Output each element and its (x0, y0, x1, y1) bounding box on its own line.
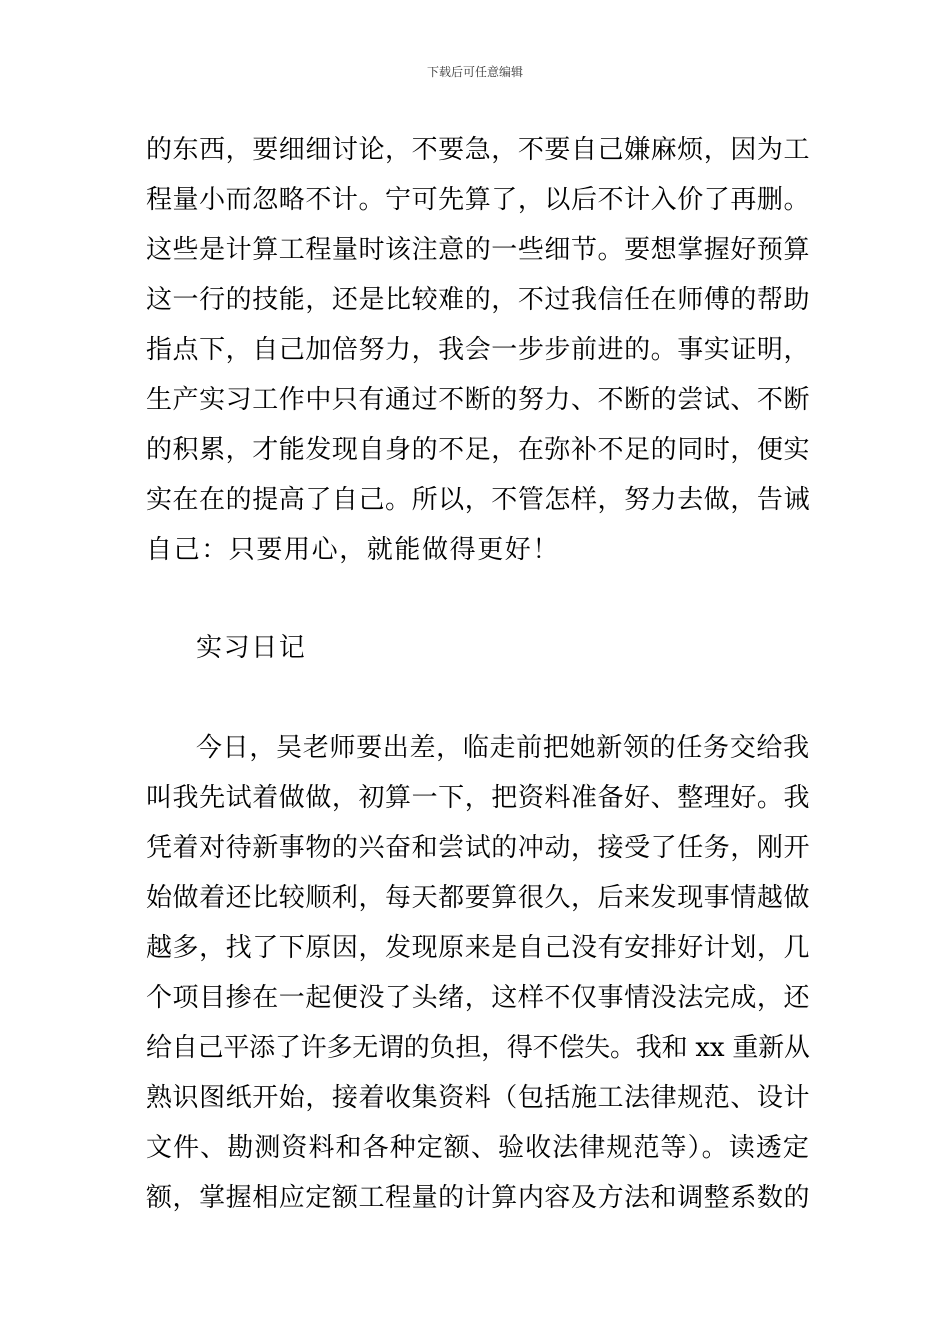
paragraph1-line: 的东西，要细细讨论，不要急，不要自己嫌麻烦，因为工 (146, 135, 811, 165)
paragraph1-line: 的积累，才能发现自身的不足，在弥补不足的同时，便实 (146, 435, 811, 465)
paragraph2-line: 今日，吴老师要出差，临走前把她新领的任务交给我 (196, 733, 810, 763)
paragraph1-line: 程量小而忽略不计。宁可先算了，以后不计入价了再删。 (146, 185, 811, 215)
paragraph2-line: 文件、勘测资料和各种定额、验收法律规范等）。读透定 (146, 1133, 811, 1163)
paragraph2-line: 熟识图纸开始，接着收集资料（包括施工法律规范、设计 (146, 1083, 811, 1113)
paragraph2-line: 叫我先试着做做，初算一下，把资料准备好、整理好。我 (146, 783, 811, 813)
page-header: 下载后可任意编辑 (426, 65, 523, 79)
paragraph1-line: 这些是计算工程量时该注意的一些细节。要想掌握好预算 (146, 235, 811, 265)
paragraph2-line: 给自己平添了许多无谓的负担，得不偿失。我和 xx 重新从 (146, 1033, 810, 1063)
paragraph2-line: 额，掌握相应定额工程量的计算内容及方法和调整系数的 (146, 1183, 811, 1213)
paragraph1-line: 指点下，自己加倍努力，我会一步步前进的。事实证明， (146, 335, 811, 365)
paragraph2-line: 越多，找了下原因，发现原来是自己没有安排好计划，几 (146, 933, 811, 963)
paragraph2-line: 凭着对待新事物的兴奋和尝试的冲动，接受了任务，刚开 (146, 833, 811, 863)
paragraph1-line: 自己：只要用心，就能做得更好！ (146, 535, 561, 565)
paragraph2-line: 个项目掺在一起便没了头绪，这样不仅事情没法完成，还 (146, 983, 811, 1013)
paragraph1-line: 实在在的提高了自己。所以，不管怎样，努力去做，告诫 (146, 485, 811, 515)
paragraph1-line: 这一行的技能，还是比较难的，不过我信任在师傅的帮助 (146, 285, 811, 315)
section-title: 实习日记 (196, 633, 307, 663)
paragraph2-line: 始做着还比较顺利，每天都要算很久，后来发现事情越做 (146, 883, 811, 913)
paragraph1-line: 生产实习工作中只有通过不断的努力、不断的尝试、不断 (146, 385, 811, 415)
